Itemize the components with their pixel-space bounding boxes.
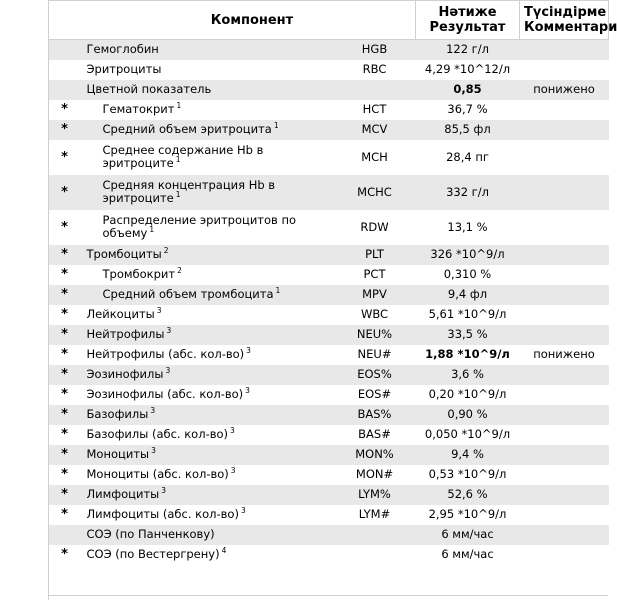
footnote-ref: 3	[230, 466, 236, 476]
component-code: BAS#	[334, 425, 416, 445]
accreditation-mark: *	[49, 465, 81, 485]
component-name: Среднее содержание Hb в эритроците	[102, 143, 264, 170]
component-code: MPV	[334, 285, 416, 305]
component-name: Базофилы (абс. кол-во)	[86, 427, 229, 441]
accreditation-mark: *	[49, 365, 81, 385]
component-code: MCH	[334, 140, 416, 175]
component-name-cell	[81, 60, 334, 80]
component-name-cell	[81, 365, 334, 385]
result-value: 52,6 %	[416, 485, 520, 505]
component-code: NEU#	[334, 345, 416, 365]
component-code	[334, 525, 416, 545]
component-name: Моноциты (абс. кол-во)	[86, 467, 229, 481]
accreditation-mark: *	[49, 445, 81, 465]
accreditation-mark: *	[49, 385, 81, 405]
results-table	[48, 0, 617, 565]
comment-value	[520, 285, 609, 305]
component-name: Нейтрофилы	[86, 327, 165, 341]
accreditation-mark: *	[49, 265, 81, 285]
result-value: 0,050 *10^9/л	[416, 425, 520, 445]
comment-value	[520, 325, 609, 345]
component-code: MCHC	[334, 175, 416, 210]
component-name: Гемоглобин	[86, 42, 159, 57]
table-row	[49, 120, 609, 140]
table-row	[49, 40, 609, 60]
table-header	[49, 1, 617, 40]
component-code: LYM%	[334, 485, 416, 505]
comment-value	[520, 545, 609, 565]
header-comment	[520, 1, 617, 40]
result-value: 122 г/л	[416, 40, 520, 60]
header-result	[416, 1, 520, 40]
component-name: Эритроциты	[86, 62, 162, 76]
comment-value	[520, 265, 609, 285]
accreditation-mark: *	[49, 405, 81, 425]
component-code	[334, 545, 416, 565]
comment-value	[520, 245, 609, 265]
component-name: Тромбоциты	[86, 247, 162, 261]
comment-value	[520, 120, 609, 140]
component-name-cell	[81, 120, 334, 140]
accreditation-mark: *	[49, 505, 81, 525]
comment-value	[520, 210, 609, 245]
component-name-cell	[81, 505, 334, 525]
accreditation-mark: *	[49, 140, 81, 175]
accreditation-mark: *	[49, 100, 81, 120]
comment-value	[520, 465, 609, 485]
component-name: Моноциты	[86, 447, 150, 461]
component-code: BAS%	[334, 405, 416, 425]
footnote-ref: 3	[166, 326, 172, 336]
component-code: MON%	[334, 445, 416, 465]
table-row	[49, 365, 609, 385]
comment-value	[520, 40, 609, 60]
component-code: PCT	[334, 265, 416, 285]
component-name: Цветной показатель	[86, 82, 212, 96]
accreditation-mark: *	[49, 245, 81, 265]
component-code: LYM#	[334, 505, 416, 525]
table-row	[49, 465, 609, 485]
component-code: RDW	[334, 210, 416, 245]
result-value: 5,61 *10^9/л	[416, 305, 520, 325]
component-name-cell	[81, 445, 334, 465]
table-row	[49, 385, 609, 405]
component-code: RBC	[334, 60, 416, 80]
result-value: 3,6 %	[416, 365, 520, 385]
footnote-ref: 3	[246, 346, 251, 356]
component-name: Средняя концентрация Hb в эритроците	[102, 178, 276, 205]
table-row	[49, 545, 609, 565]
accreditation-mark: *	[49, 425, 81, 445]
accreditation-mark: *	[49, 210, 81, 245]
component-code: PLT	[334, 245, 416, 265]
component-name-cell	[81, 245, 334, 265]
table-row	[49, 100, 609, 120]
component-name-cell	[81, 80, 334, 100]
component-name: Базофилы	[86, 407, 149, 421]
result-value: 9,4 %	[416, 445, 520, 465]
result-value: 0,90 %	[416, 405, 520, 425]
component-name-cell	[81, 140, 334, 175]
component-code	[334, 80, 416, 100]
component-name: Тромбокрит	[102, 267, 176, 281]
accreditation-mark: *	[49, 485, 81, 505]
footnote-ref: 3	[161, 486, 167, 496]
accreditation-mark: *	[49, 325, 81, 345]
table-row	[49, 265, 609, 285]
table-body	[49, 40, 609, 565]
result-value: 28,4 пг	[416, 140, 520, 175]
result-value: 13,1 %	[416, 210, 520, 245]
comment-value	[520, 100, 609, 120]
component-name: Лейкоциты	[86, 307, 155, 321]
accreditation-mark	[49, 80, 81, 100]
component-name: Распределение эритроцитов по объему	[102, 213, 297, 240]
result-value: 1,88 *10^9/л	[416, 345, 520, 365]
header-comment-ru: Комментари	[524, 20, 617, 35]
table-row	[49, 140, 609, 175]
component-name-cell	[81, 405, 334, 425]
component-name-cell	[81, 305, 334, 325]
component-name-cell	[81, 385, 334, 405]
result-value: 326 *10^9/л	[416, 245, 520, 265]
component-code: WBC	[334, 305, 416, 325]
component-code: EOS%	[334, 365, 416, 385]
accreditation-mark: *	[49, 175, 81, 210]
comment-value	[520, 505, 609, 525]
comment-value	[520, 365, 609, 385]
result-value: 2,95 *10^9/л	[416, 505, 520, 525]
comment-value	[520, 525, 609, 545]
component-name-cell	[81, 285, 334, 305]
accreditation-mark	[49, 60, 81, 80]
result-value: 0,85	[416, 80, 520, 100]
component-code: MCV	[334, 120, 416, 140]
table-row	[49, 245, 609, 265]
accreditation-mark: *	[49, 305, 81, 325]
comment-value	[520, 60, 609, 80]
accreditation-mark	[49, 525, 81, 545]
comment-value: понижено	[520, 80, 609, 100]
table-row	[49, 305, 609, 325]
component-name-cell	[81, 485, 334, 505]
component-name-cell	[81, 265, 334, 285]
component-name-cell	[81, 425, 334, 445]
component-name: Лимфоциты	[86, 487, 160, 501]
component-code: MON#	[334, 465, 416, 485]
footnote-ref: 1	[149, 225, 155, 235]
table-row	[49, 325, 609, 345]
comment-value	[520, 445, 609, 465]
accreditation-mark: *	[49, 285, 81, 305]
footnote-ref: 3	[156, 306, 162, 316]
footnote-ref: 1	[176, 101, 182, 111]
comment-value	[520, 305, 609, 325]
footnote-ref: 2	[177, 266, 182, 276]
footnote-ref: 1	[175, 190, 181, 200]
header-result-kz: Нәтиже	[438, 5, 497, 20]
table-row	[49, 485, 609, 505]
component-name-cell	[81, 325, 334, 345]
component-name-cell	[81, 40, 334, 60]
component-name-cell	[81, 545, 334, 565]
footnote-ref: 4	[221, 546, 227, 556]
comment-value	[520, 140, 609, 175]
result-value: 6 мм/час	[416, 525, 520, 545]
header-result-ru: Результат	[429, 20, 506, 35]
component-name: Нейтрофилы (абс. кол-во)	[86, 347, 245, 361]
header-component: Компонент	[49, 1, 416, 40]
result-value: 0,310 %	[416, 265, 520, 285]
component-name: Средний объем тромбоцита	[102, 287, 274, 301]
accreditation-mark	[49, 40, 81, 60]
table-row	[49, 405, 609, 425]
table-row	[49, 505, 609, 525]
comment-value	[520, 175, 609, 210]
component-name-cell	[81, 100, 334, 120]
component-code: EOS#	[334, 385, 416, 405]
footnote-ref: 3	[150, 406, 156, 416]
component-name: Средний объем эритроцита	[102, 122, 272, 136]
component-name-cell	[81, 210, 334, 245]
result-value: 36,7 %	[416, 100, 520, 120]
results-sheet	[48, 0, 617, 565]
result-value: 4,29 *10^12/л	[416, 60, 520, 80]
table-row	[49, 80, 609, 100]
table-row	[49, 285, 609, 305]
comment-value	[520, 385, 609, 405]
footnote-ref: 1	[175, 155, 181, 165]
component-name-cell	[81, 525, 334, 545]
result-value: 0,53 *10^9/л	[416, 465, 520, 485]
component-code: NEU%	[334, 325, 416, 345]
table-row	[49, 345, 609, 365]
footnote-ref: 3	[245, 386, 250, 396]
accreditation-mark: *	[49, 345, 81, 365]
comment-value	[520, 425, 609, 445]
component-name-cell	[81, 175, 334, 210]
footnote-ref: 1	[273, 121, 279, 131]
component-name: СОЭ (по Панченкову)	[86, 527, 215, 541]
footnote-ref: 2	[163, 246, 169, 256]
footnote-ref: 3	[230, 426, 235, 436]
table-row	[49, 210, 609, 245]
comment-value	[520, 485, 609, 505]
component-name: Эозинофилы	[86, 367, 164, 381]
footnote-ref: 1	[275, 286, 281, 296]
table-bottom-border	[48, 595, 608, 596]
component-name: Лимфоциты (абс. кол-во)	[86, 507, 239, 521]
footnote-ref: 3	[240, 506, 246, 516]
table-row	[49, 175, 609, 210]
table-row	[49, 425, 609, 445]
result-value: 9,4 фл	[416, 285, 520, 305]
result-value: 0,20 *10^9/л	[416, 385, 520, 405]
component-name-cell	[81, 345, 334, 365]
table-row	[49, 525, 609, 545]
component-name: Эозинофилы (абс. кол-во)	[86, 387, 244, 401]
component-code: HGB	[334, 40, 416, 60]
accreditation-mark: *	[49, 120, 81, 140]
comment-value	[520, 405, 609, 425]
component-name: Гематокрит	[102, 102, 175, 116]
result-value: 85,5 фл	[416, 120, 520, 140]
component-name: СОЭ (по Вестергрену)	[86, 547, 220, 561]
result-value: 332 г/л	[416, 175, 520, 210]
component-code: HCT	[334, 100, 416, 120]
accreditation-mark: *	[49, 545, 81, 565]
header-comment-kz: Түсіндірме	[524, 5, 607, 20]
table-row	[49, 60, 609, 80]
footnote-ref: 3	[151, 446, 156, 456]
comment-value: понижено	[520, 345, 609, 365]
table-row	[49, 445, 609, 465]
result-value: 6 мм/час	[416, 545, 520, 565]
component-name-cell	[81, 465, 334, 485]
footnote-ref: 3	[165, 366, 171, 376]
result-value: 33,5 %	[416, 325, 520, 345]
